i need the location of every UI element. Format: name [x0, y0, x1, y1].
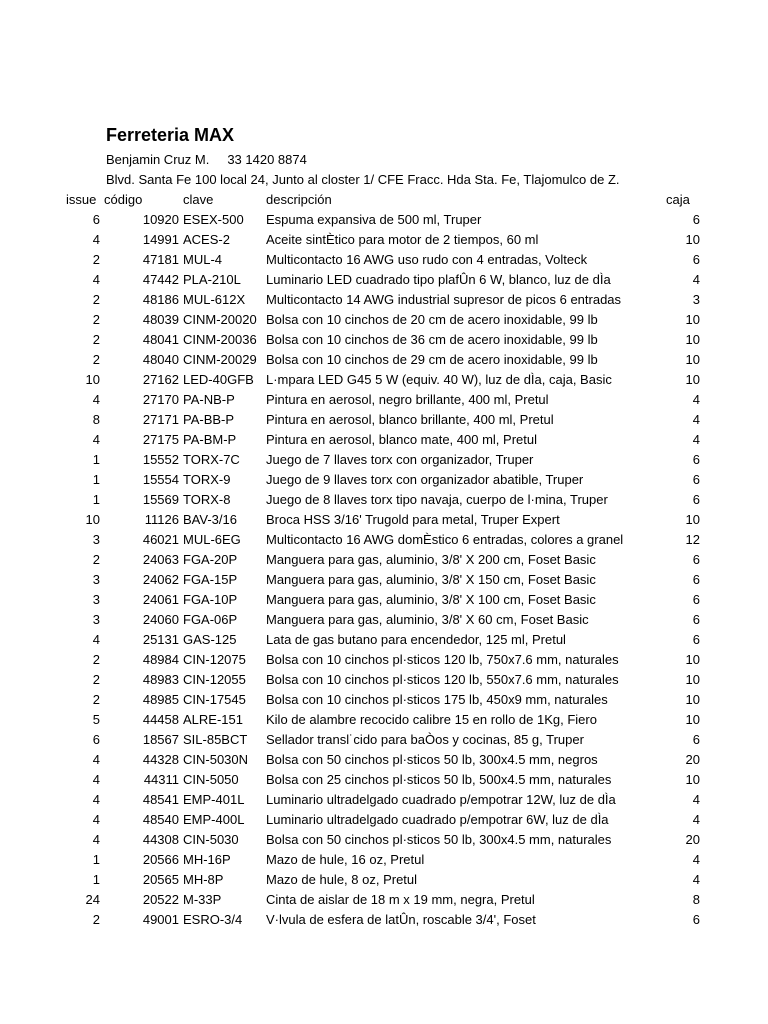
table-row [0, 890, 768, 910]
cell-description: Bolsa con 50 cinchos pl·sticos 50 lb, 300x4.5 mm, naturales [266, 832, 612, 847]
cell-caja: 4 [692, 812, 700, 827]
table-row [0, 410, 768, 430]
cell-caja: 10 [685, 672, 700, 687]
cell-clave: MH-16P [183, 852, 231, 867]
cell-issue: 10 [85, 372, 100, 387]
cell-code: 18567 [142, 732, 179, 747]
table-row [0, 390, 768, 410]
product-table [0, 190, 768, 930]
cell-description: Pintura en aerosol, negro brillante, 400 ml, Pretul [266, 392, 549, 407]
table-row [0, 370, 768, 390]
cell-caja: 6 [692, 472, 700, 487]
cell-issue: 1 [92, 472, 100, 487]
cell-clave: FGA-06P [183, 612, 238, 627]
cell-description: Luminario ultradelgado cuadrado p/empotrar 12W, luz de dÌa [266, 792, 616, 807]
cell-code: 20565 [142, 872, 179, 887]
cell-clave: ESEX-500 [183, 212, 244, 227]
cell-code: 49001 [142, 912, 179, 927]
cell-caja: 6 [692, 572, 700, 587]
table-row [0, 770, 768, 790]
table-row [0, 670, 768, 690]
cell-description: Pintura en aerosol, blanco mate, 400 ml, Pretul [266, 432, 537, 447]
cell-description: Luminario ultradelgado cuadrado p/empotrar 6W, luz de dÌa [266, 812, 609, 827]
cell-code: 27175 [142, 432, 179, 447]
cell-code: 48040 [142, 352, 179, 367]
cell-code: 20566 [142, 852, 179, 867]
table-row [0, 210, 768, 230]
address-line: Blvd. Santa Fe 100 local 24, Junto al closter 1/ CFE Fracc. Hda Sta. Fe, Tlajomulco de Z. [106, 172, 620, 187]
header-caja: caja [666, 192, 690, 207]
cell-caja: 6 [692, 252, 700, 267]
table-row [0, 330, 768, 350]
header-clave: clave [183, 192, 214, 207]
cell-caja: 10 [685, 372, 700, 387]
cell-code: 48983 [142, 672, 179, 687]
cell-code: 46021 [142, 532, 179, 547]
table-row [0, 710, 768, 730]
cell-issue: 4 [92, 392, 100, 407]
cell-code: 44458 [142, 712, 179, 727]
cell-caja: 4 [692, 272, 700, 287]
cell-issue: 4 [92, 752, 100, 767]
cell-issue: 2 [92, 672, 100, 687]
cell-description: Juego de 9 llaves torx con organizador abatible, Truper [266, 472, 584, 487]
cell-clave: ESRO-3/4 [183, 912, 243, 927]
cell-issue: 4 [92, 632, 100, 647]
cell-clave: SIL-85BCT [183, 732, 248, 747]
cell-clave: CIN-5030N [183, 752, 249, 767]
table-row [0, 550, 768, 570]
cell-clave: CIN-5050 [183, 772, 239, 787]
cell-clave: FGA-15P [183, 572, 238, 587]
cell-description: Multicontacto 14 AWG industrial supresor de picos 6 entradas [266, 292, 622, 307]
cell-caja: 6 [692, 592, 700, 607]
table-row [0, 630, 768, 650]
cell-code: 48540 [142, 812, 179, 827]
table-row [0, 650, 768, 670]
cell-description: Broca HSS 3/16' Trugold para metal, Truper Expert [266, 512, 560, 527]
cell-caja: 4 [692, 792, 700, 807]
cell-clave: CIN-5030 [183, 832, 239, 847]
cell-issue: 4 [92, 432, 100, 447]
cell-clave: ACES-2 [183, 232, 230, 247]
cell-issue: 2 [92, 312, 100, 327]
table-row [0, 750, 768, 770]
cell-issue: 1 [92, 852, 100, 867]
cell-code: 10920 [142, 212, 179, 227]
table-row [0, 810, 768, 830]
cell-code: 14991 [142, 232, 179, 247]
contact-phone: 33 1420 8874 [227, 152, 307, 167]
cell-code: 15554 [142, 472, 179, 487]
cell-description: Bolsa con 50 cinchos pl·sticos 50 lb, 300x4.5 mm, negros [266, 752, 598, 767]
cell-caja: 10 [685, 712, 700, 727]
cell-clave: LED-40GFB [183, 372, 254, 387]
cell-issue: 2 [92, 552, 100, 567]
cell-caja: 10 [685, 352, 700, 367]
table-row [0, 610, 768, 630]
cell-caja: 8 [692, 892, 700, 907]
cell-description: Manguera para gas, aluminio, 3/8' X 100 cm, Foset Basic [266, 592, 596, 607]
cell-issue: 5 [92, 712, 100, 727]
contact-name: Benjamin Cruz M. [106, 152, 210, 167]
cell-issue: 4 [92, 792, 100, 807]
cell-issue: 2 [92, 252, 100, 267]
cell-caja: 6 [692, 632, 700, 647]
cell-description: Multicontacto 16 AWG uso rudo con 4 entradas, Volteck [266, 252, 588, 267]
cell-issue: 3 [92, 612, 100, 627]
cell-code: 20522 [142, 892, 179, 907]
cell-clave: EMP-401L [183, 792, 245, 807]
cell-description: Multicontacto 16 AWG domÈstico 6 entradas, colores a granel [266, 532, 624, 547]
cell-caja: 10 [685, 772, 700, 787]
cell-issue: 8 [92, 412, 100, 427]
cell-clave: MUL-4 [183, 252, 223, 267]
table-row [0, 510, 768, 530]
cell-description: Manguera para gas, aluminio, 3/8' X 60 cm, Foset Basic [266, 612, 589, 627]
cell-issue: 2 [92, 912, 100, 927]
cell-caja: 6 [692, 732, 700, 747]
cell-code: 48186 [142, 292, 179, 307]
cell-issue: 1 [92, 872, 100, 887]
cell-clave: CINM-20029 [183, 352, 257, 367]
cell-caja: 6 [692, 212, 700, 227]
table-row [0, 250, 768, 270]
cell-description: Luminario LED cuadrado tipo plafÛn 6 W, blanco, luz de dÌa [266, 272, 611, 287]
cell-issue: 24 [85, 892, 100, 907]
cell-code: 11126 [144, 512, 179, 527]
cell-clave: TORX-9 [183, 472, 231, 487]
cell-caja: 10 [685, 332, 700, 347]
cell-issue: 1 [92, 492, 100, 507]
cell-code: 47181 [142, 252, 179, 267]
table-row [0, 910, 768, 930]
cell-description: Bolsa con 10 cinchos pl·sticos 120 lb, 750x7.6 mm, naturales [266, 652, 619, 667]
cell-code: 44308 [142, 832, 179, 847]
cell-description: L·mpara LED G45 5 W (equiv. 40 W), luz de dÌa, caja, Basic [266, 372, 612, 387]
cell-clave: MUL-612X [183, 292, 246, 307]
cell-description: Bolsa con 25 cinchos pl·sticos 50 lb, 500x4.5 mm, naturales [266, 772, 612, 787]
cell-clave: GAS-125 [183, 632, 237, 647]
cell-description: Lata de gas butano para encendedor, 125 ml, Pretul [266, 632, 566, 647]
cell-caja: 6 [692, 612, 700, 627]
cell-issue: 3 [92, 592, 100, 607]
cell-code: 24060 [142, 612, 179, 627]
cell-caja: 10 [685, 312, 700, 327]
cell-description: Manguera para gas, aluminio, 3/8' X 200 cm, Foset Basic [266, 552, 596, 567]
table-row [0, 490, 768, 510]
cell-caja: 3 [692, 292, 700, 307]
table-row [0, 870, 768, 890]
cell-code: 27162 [142, 372, 179, 387]
cell-code: 24062 [142, 572, 179, 587]
cell-clave: CIN-12055 [183, 672, 246, 687]
cell-issue: 4 [92, 812, 100, 827]
table-row [0, 790, 768, 810]
cell-issue: 2 [92, 352, 100, 367]
cell-clave: PA-NB-P [183, 392, 235, 407]
table-row [0, 450, 768, 470]
table-row [0, 830, 768, 850]
cell-clave: TORX-7C [183, 452, 240, 467]
cell-caja: 6 [692, 452, 700, 467]
cell-code: 48541 [142, 792, 179, 807]
cell-clave: MUL-6EG [183, 532, 241, 547]
cell-code: 48984 [142, 652, 179, 667]
table-row [0, 230, 768, 250]
cell-code: 27170 [142, 392, 179, 407]
cell-description: Bolsa con 10 cinchos de 29 cm de acero inoxidable, 99 lb [266, 352, 598, 367]
document-title: Ferreteria MAX [106, 125, 235, 145]
table-row [0, 470, 768, 490]
cell-caja: 10 [685, 232, 700, 247]
cell-description: Mazo de hule, 8 oz, Pretul [266, 872, 418, 887]
cell-code: 24061 [142, 592, 179, 607]
cell-clave: PA-BM-P [183, 432, 237, 447]
cell-description: Bolsa con 10 cinchos de 20 cm de acero inoxidable, 99 lb [266, 312, 598, 327]
cell-clave: TORX-8 [183, 492, 231, 507]
table-row [0, 270, 768, 290]
table-row [0, 310, 768, 330]
cell-description: Aceite sintÈtico para motor de 2 tiempos, 60 ml [266, 232, 539, 247]
cell-clave: CINM-20020 [183, 312, 257, 327]
cell-description: Juego de 7 llaves torx con organizador, Truper [266, 452, 534, 467]
table-body [0, 210, 768, 930]
table-row [0, 290, 768, 310]
cell-issue: 3 [92, 532, 100, 547]
cell-caja: 4 [692, 432, 700, 447]
cell-code: 48039 [142, 312, 179, 327]
cell-issue: 4 [92, 832, 100, 847]
cell-caja: 4 [692, 392, 700, 407]
cell-caja: 20 [685, 832, 700, 847]
cell-clave: PA-BB-P [183, 412, 235, 427]
cell-description: Espuma expansiva de 500 ml, Truper [266, 212, 482, 227]
cell-caja: 4 [692, 412, 700, 427]
cell-description: Manguera para gas, aluminio, 3/8' X 150 cm, Foset Basic [266, 572, 596, 587]
cell-caja: 6 [692, 492, 700, 507]
cell-code: 15552 [142, 452, 179, 467]
cell-description: Bolsa con 10 cinchos de 36 cm de acero inoxidable, 99 lb [266, 332, 598, 347]
table-header [0, 190, 768, 210]
cell-description: Pintura en aerosol, blanco brillante, 400 ml, Pretul [266, 412, 554, 427]
cell-code: 25131 [142, 632, 179, 647]
cell-clave: PLA-210L [183, 272, 241, 287]
cell-issue: 6 [92, 732, 100, 747]
cell-caja: 10 [685, 652, 700, 667]
cell-code: 24063 [142, 552, 179, 567]
cell-caja: 12 [685, 532, 700, 547]
cell-clave: ALRE-151 [183, 712, 243, 727]
cell-description: Juego de 8 llaves torx tipo navaja, cuerpo de l·mina, Truper [266, 492, 608, 507]
cell-clave: FGA-10P [183, 592, 238, 607]
table-row [0, 850, 768, 870]
cell-clave: CIN-17545 [183, 692, 246, 707]
cell-issue: 4 [92, 232, 100, 247]
cell-code: 48985 [142, 692, 179, 707]
cell-description: Kilo de alambre recocido calibre 15 en rollo de 1Kg, Fiero [266, 712, 597, 727]
cell-issue: 10 [85, 512, 100, 527]
cell-code: 47442 [142, 272, 179, 287]
cell-code: 44328 [142, 752, 179, 767]
cell-issue: 2 [92, 332, 100, 347]
contact-line [106, 151, 307, 169]
cell-caja: 6 [692, 912, 700, 927]
cell-issue: 2 [92, 692, 100, 707]
cell-description: Mazo de hule, 16 oz, Pretul [266, 852, 425, 867]
cell-clave: M-33P [183, 892, 222, 907]
cell-code: 27171 [142, 412, 179, 427]
cell-clave: MH-8P [183, 872, 224, 887]
cell-issue: 1 [92, 452, 100, 467]
table-row [0, 690, 768, 710]
cell-clave: CINM-20036 [183, 332, 257, 347]
cell-clave: EMP-400L [183, 812, 245, 827]
cell-description: Bolsa con 10 cinchos pl·sticos 175 lb, 450x9 mm, naturales [266, 692, 608, 707]
cell-code: 15569 [142, 492, 179, 507]
header-issue: issue [66, 192, 97, 207]
cell-caja: 20 [685, 752, 700, 767]
cell-description: Bolsa con 10 cinchos pl·sticos 120 lb, 550x7.6 mm, naturales [266, 672, 619, 687]
cell-clave: FGA-20P [183, 552, 238, 567]
table-row [0, 570, 768, 590]
cell-caja: 10 [685, 512, 700, 527]
table-row [0, 430, 768, 450]
cell-issue: 6 [92, 212, 100, 227]
cell-issue: 3 [92, 572, 100, 587]
cell-issue: 4 [92, 272, 100, 287]
cell-caja: 6 [692, 552, 700, 567]
table-row [0, 350, 768, 370]
cell-code: 48041 [142, 332, 179, 347]
header-description: descripción [266, 192, 332, 207]
cell-description: Cinta de aislar de 18 m x 19 mm, negra, Pretul [266, 892, 535, 907]
cell-code: 44311 [143, 772, 179, 787]
cell-description: Sellador transl˙cido para baÒos y cocinas, 85 g, Truper [266, 732, 584, 747]
cell-caja: 4 [692, 872, 700, 887]
cell-description: V·lvula de esfera de latÛn, roscable 3/4', Foset [266, 912, 536, 927]
cell-issue: 2 [92, 652, 100, 667]
table-row [0, 590, 768, 610]
cell-caja: 10 [685, 692, 700, 707]
table-row [0, 530, 768, 550]
cell-caja: 4 [692, 852, 700, 867]
header-code: código [104, 192, 143, 207]
cell-issue: 4 [92, 772, 100, 787]
cell-issue: 2 [92, 292, 100, 307]
table-row [0, 730, 768, 750]
cell-clave: CIN-12075 [183, 652, 246, 667]
cell-clave: BAV-3/16 [183, 512, 237, 527]
